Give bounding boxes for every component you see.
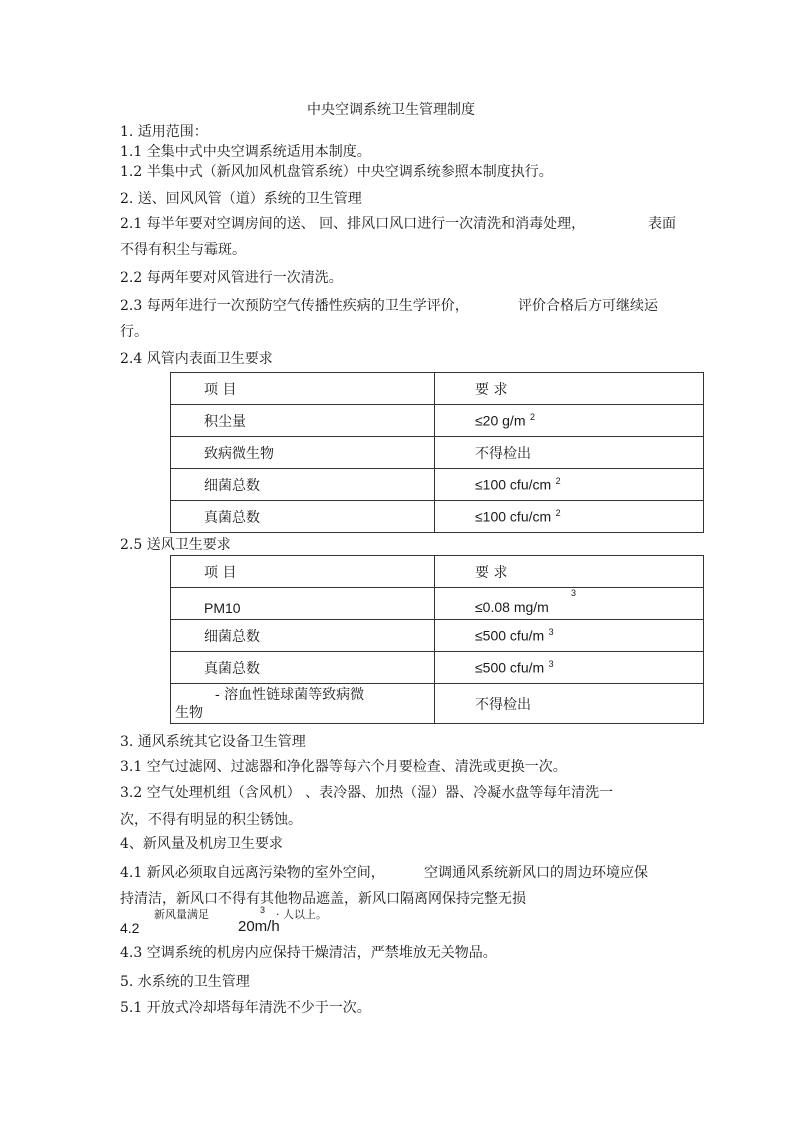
- supply-air-table: [170, 555, 704, 724]
- clause-2-3-line2: 行。: [120, 324, 148, 340]
- table-header-requirement: 要 求: [435, 556, 704, 588]
- section-3-heading: 3. 通风系统其它设备卫生管理: [120, 734, 306, 750]
- clause-1-1: 1.1 全集中式中央空调系统适用本制度。: [120, 144, 371, 160]
- table-cell-item: 积尘量: [171, 405, 435, 437]
- clause-3-1: 3.1 空气过滤网、过滤器和净化器等每六个月要检查、清洗或更换一次。: [120, 759, 567, 775]
- requirement-value: ≤500 cfu/m: [475, 659, 545, 676]
- clause-4-2-small: 新风量满足: [154, 908, 209, 921]
- requirement-exponent: 3: [548, 626, 554, 637]
- item-line-2: 生物: [175, 704, 203, 721]
- clause-4-2-number: 4.2: [120, 920, 140, 936]
- table-cell-item: 细菌总数: [171, 620, 435, 652]
- table-cell-item: [171, 684, 435, 724]
- clause-4-1-tail: 空调通风系统新风口的周边环境应保: [424, 865, 648, 881]
- page-title: 中央空调系统卫生管理制度: [307, 102, 475, 118]
- table-cell-requirement: 不得检出: [435, 684, 704, 724]
- table-header-item: 项 目: [171, 556, 435, 588]
- clause-2-3-line1: 2.3 每两年进行一次预防空气传播性疾病的卫生学评价，: [120, 298, 469, 314]
- clause-5-1: 5.1 开放式冷却塔每年清洗不少于一次。: [120, 1000, 371, 1016]
- clause-2-2: 2.2 每两年要对风管进行一次清洗。: [120, 270, 343, 286]
- clause-2-1-tail: 表面: [648, 216, 676, 232]
- clause-2-5: 2.5 送风卫生要求: [120, 537, 231, 553]
- table-cell-requirement: [435, 588, 704, 620]
- section-1-heading: 1. 适用范围：: [120, 124, 208, 140]
- clause-2-4: 2.4 风管内表面卫生要求: [120, 351, 273, 367]
- requirement-exponent: 3: [548, 658, 554, 669]
- requirement-value: ≤20 g/m: [475, 412, 526, 429]
- section-4-heading: 4、新风量及机房卫生要求: [120, 836, 283, 852]
- table-cell-item: 真菌总数: [171, 652, 435, 684]
- table-cell-requirement: [435, 620, 704, 652]
- clause-4-2-tail: · 人以上。: [276, 908, 327, 921]
- clause-4-1-line2: 持清洁，新风口不得有其他物品遮盖，新风口隔离网保持完整无损: [120, 891, 526, 907]
- table-cell-item: 真菌总数: [171, 501, 435, 533]
- table-cell-item: 细菌总数: [171, 469, 435, 501]
- table-header-item: 项 目: [171, 373, 435, 405]
- requirement-value: ≤100 cfu/cm: [475, 508, 552, 525]
- clause-3-2-line2: 次，不得有明显的积尘锈蚀。: [120, 812, 302, 828]
- duct-surface-table: [170, 372, 704, 533]
- clause-1-2: 1.2 半集中式（新风加风机盘管系统）中央空调系统参照本制度执行。: [120, 164, 553, 180]
- clause-2-3-tail: 评价合格后方可继续运: [518, 298, 658, 314]
- clause-2-1-line1: 2.1 每半年要对空调房间的送、 回、排风口风口进行一次清洗和消毒处理，: [120, 216, 586, 232]
- table-cell-requirement: [435, 652, 704, 684]
- requirement-value: ≤0.08 mg/m: [475, 599, 549, 615]
- section-2-heading: 2. 送、回风风管（道）系统的卫生管理: [120, 191, 362, 207]
- requirement-value: ≤100 cfu/cm: [475, 476, 552, 493]
- table-cell-requirement: [435, 469, 704, 501]
- clause-2-1-line2: 不得有积尘与霉斑。: [120, 242, 246, 258]
- table-cell-requirement: 不得检出: [435, 437, 704, 469]
- table-cell-item: 致病微生物: [171, 437, 435, 469]
- requirement-exponent: 2: [529, 411, 535, 422]
- requirement-exponent: 2: [555, 475, 561, 486]
- item-line-1: - 溶血性链球菌等致病微: [215, 686, 365, 703]
- section-5-heading: 5. 水系统的卫生管理: [120, 974, 250, 990]
- clause-4-1-line1: 4.1 新风必须取自远离污染物的室外空间，: [120, 865, 385, 881]
- clause-4-2-exponent: 3: [260, 905, 266, 915]
- clause-3-2-line1: 3.2 空气处理机组（含风机） 、表冷器、加热（湿）器、冷凝水盘等每年清洗一: [120, 785, 614, 801]
- clause-4-2-value: 20m/h: [238, 918, 280, 935]
- requirement-exponent: 3: [571, 588, 577, 598]
- table-cell-item: PM10: [171, 588, 435, 620]
- clause-4-3: 4.3 空调系统的机房内应保持干燥清洁，严禁堆放无关物品。: [120, 945, 497, 961]
- table-cell-requirement: [435, 405, 704, 437]
- requirement-value: ≤500 cfu/m: [475, 627, 545, 644]
- table-header-requirement: 要 求: [435, 373, 704, 405]
- table-cell-requirement: [435, 501, 704, 533]
- requirement-exponent: 2: [555, 507, 561, 518]
